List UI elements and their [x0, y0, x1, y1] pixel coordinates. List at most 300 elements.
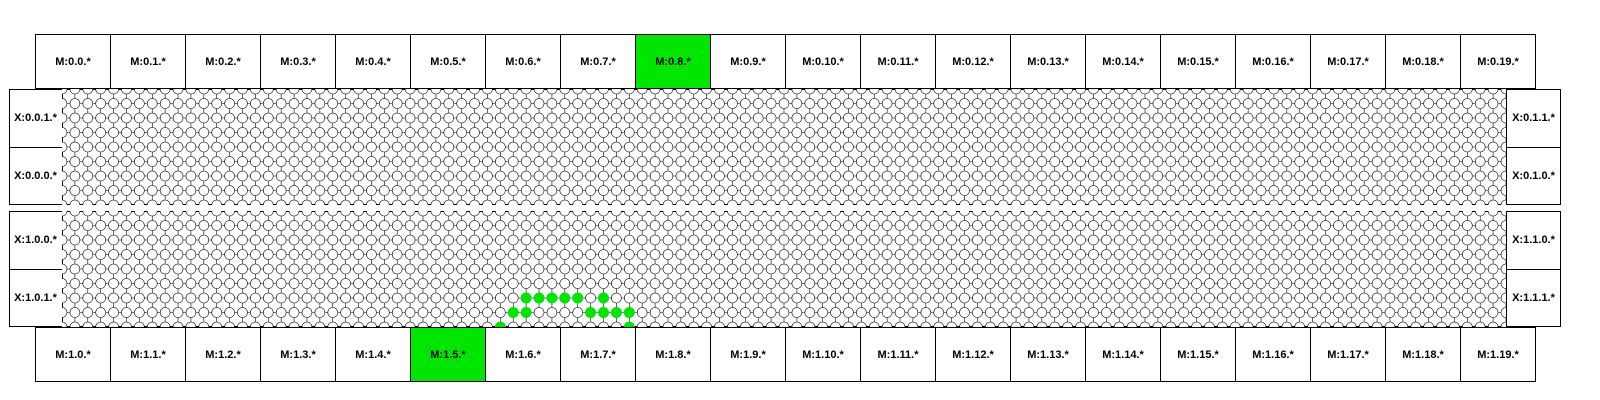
node	[792, 142, 802, 152]
node	[985, 293, 995, 303]
node	[843, 322, 853, 327]
node	[715, 308, 725, 318]
node	[328, 157, 338, 167]
node	[1024, 157, 1034, 167]
node	[624, 142, 634, 152]
node	[1424, 157, 1434, 167]
node	[1179, 171, 1189, 181]
node	[431, 211, 441, 216]
node	[1475, 99, 1485, 109]
node	[1424, 293, 1434, 303]
node	[495, 279, 505, 289]
node	[1437, 264, 1447, 274]
bottom-row-cell-16[interactable]: M:1.16.*	[1235, 327, 1311, 382]
node	[624, 264, 634, 274]
node	[1192, 293, 1202, 303]
node	[83, 142, 93, 152]
node	[1308, 200, 1318, 205]
node	[186, 171, 196, 181]
top-row-cell-4[interactable]: M:0.4.*	[335, 34, 411, 89]
node	[908, 250, 918, 260]
node	[431, 200, 441, 205]
node	[147, 322, 157, 327]
node	[1256, 308, 1266, 318]
node	[263, 264, 273, 274]
node	[1333, 128, 1343, 138]
node	[70, 142, 80, 152]
bottom-row-cell-8[interactable]: M:1.8.*	[635, 327, 711, 382]
node	[70, 264, 80, 274]
node	[341, 186, 351, 196]
node	[1501, 157, 1506, 167]
node	[1127, 308, 1137, 318]
node	[250, 89, 260, 94]
node	[212, 221, 222, 231]
top-row-cell-19[interactable]: M:0.19.*	[1460, 34, 1536, 89]
node	[225, 235, 235, 245]
node	[521, 235, 531, 245]
node	[560, 186, 570, 196]
node	[418, 89, 428, 94]
panel-1-node-grid	[62, 211, 1506, 327]
node	[418, 308, 428, 318]
node	[560, 279, 570, 289]
node	[882, 264, 892, 274]
node	[1011, 186, 1021, 196]
node	[573, 99, 583, 109]
bottom-row-cell-12[interactable]: M:1.12.*	[935, 327, 1011, 382]
node	[1321, 293, 1331, 303]
node	[173, 264, 183, 274]
node	[831, 235, 841, 245]
node	[766, 211, 776, 216]
top-row-cell-9[interactable]: M:0.9.*	[710, 34, 786, 89]
node	[96, 89, 106, 94]
node	[689, 308, 699, 318]
node	[1076, 186, 1086, 196]
node	[199, 99, 209, 109]
node	[805, 308, 815, 318]
node	[225, 89, 235, 94]
node	[83, 221, 93, 231]
node	[212, 171, 222, 181]
node	[444, 186, 454, 196]
node	[998, 142, 1008, 152]
node	[1372, 221, 1382, 231]
node	[1385, 308, 1395, 318]
node	[1076, 142, 1086, 152]
node	[83, 186, 93, 196]
node	[947, 221, 957, 231]
node	[121, 99, 131, 109]
node	[1011, 113, 1021, 123]
node	[212, 142, 222, 152]
node	[457, 308, 467, 318]
top-row-cell-12[interactable]: M:0.12.*	[935, 34, 1011, 89]
panel-0-right-label-1[interactable]: X:0.1.0.*	[1512, 170, 1555, 182]
bottom-row-cell-5[interactable]: M:1.5.*	[410, 327, 486, 382]
node	[276, 293, 286, 303]
node	[1063, 113, 1073, 123]
node	[766, 322, 776, 327]
node	[392, 157, 402, 167]
node	[1385, 157, 1395, 167]
bottom-row-cell-11[interactable]: M:1.11.*	[860, 327, 936, 382]
top-row-cell-10[interactable]: M:0.10.*	[785, 34, 861, 89]
bottom-row-cell-17[interactable]: M:1.17.*	[1310, 327, 1386, 382]
node	[1449, 128, 1459, 138]
node	[1449, 211, 1459, 216]
node	[508, 221, 518, 231]
node	[186, 293, 196, 303]
node	[779, 293, 789, 303]
node	[753, 308, 763, 318]
bottom-row-cell-7[interactable]: M:1.7.*	[560, 327, 636, 382]
node	[573, 250, 583, 260]
node	[611, 142, 621, 152]
top-row-cell-2[interactable]: M:0.2.*	[185, 34, 261, 89]
node	[611, 264, 621, 274]
node	[276, 99, 286, 109]
node	[921, 279, 931, 289]
node	[1204, 113, 1214, 123]
node	[586, 186, 596, 196]
panel-1-right-label-0[interactable]: X:1.1.0.*	[1512, 234, 1555, 246]
active-node	[534, 293, 545, 304]
node	[366, 293, 376, 303]
node	[354, 279, 364, 289]
node	[263, 89, 273, 94]
node	[818, 157, 828, 167]
node	[856, 235, 866, 245]
node	[650, 200, 660, 205]
node	[1333, 200, 1343, 205]
bottom-row-cell-19[interactable]: M:1.19.*	[1460, 327, 1536, 382]
node	[289, 157, 299, 167]
node	[1282, 142, 1292, 152]
node	[624, 99, 634, 109]
node	[109, 221, 119, 231]
node	[1359, 89, 1369, 94]
node	[276, 157, 286, 167]
node	[727, 264, 737, 274]
node	[1437, 322, 1447, 327]
node	[302, 200, 312, 205]
node	[341, 89, 351, 94]
node	[1488, 113, 1498, 123]
node	[1153, 157, 1163, 167]
node	[985, 171, 995, 181]
bottom-row-cell-3[interactable]: M:1.3.*	[260, 327, 336, 382]
node	[482, 200, 492, 205]
node	[186, 221, 196, 231]
node	[482, 99, 492, 109]
node	[856, 113, 866, 123]
node	[882, 99, 892, 109]
node	[83, 128, 93, 138]
node	[624, 293, 634, 303]
node	[482, 171, 492, 181]
node	[753, 221, 763, 231]
node	[1295, 308, 1305, 318]
node	[250, 250, 260, 260]
node	[315, 250, 325, 260]
panel-1-left-label-0[interactable]: X:1.0.0.*	[14, 234, 57, 246]
top-row-cell-14[interactable]: M:0.14.*	[1085, 34, 1161, 89]
node	[418, 157, 428, 167]
node	[1475, 250, 1485, 260]
node	[134, 308, 144, 318]
node	[663, 113, 673, 123]
node	[753, 186, 763, 196]
node	[1424, 89, 1434, 94]
node	[843, 186, 853, 196]
node	[985, 186, 995, 196]
node	[843, 142, 853, 152]
node	[315, 308, 325, 318]
node	[921, 250, 931, 260]
panel-0-left-label-0[interactable]: X:0.0.1.*	[14, 112, 57, 124]
node	[147, 157, 157, 167]
node	[1269, 157, 1279, 167]
bottom-row-cell-6[interactable]: M:1.6.*	[485, 327, 561, 382]
node	[586, 279, 596, 289]
node	[1346, 89, 1356, 94]
node	[1243, 293, 1253, 303]
panel-1-right-label-1[interactable]: X:1.1.1.*	[1512, 292, 1555, 304]
top-row-cell-7[interactable]: M:0.7.*	[560, 34, 636, 89]
node	[972, 235, 982, 245]
bottom-row-cell-2[interactable]: M:1.2.*	[185, 327, 261, 382]
node	[1308, 99, 1318, 109]
node	[1088, 279, 1098, 289]
node	[1063, 264, 1073, 274]
top-row-cell-16[interactable]: M:0.16.*	[1235, 34, 1311, 89]
node	[611, 89, 621, 94]
node	[418, 211, 428, 216]
node	[843, 157, 853, 167]
node	[573, 322, 583, 327]
node	[354, 308, 364, 318]
node	[1398, 264, 1408, 274]
node	[1372, 211, 1382, 216]
node	[766, 235, 776, 245]
node	[1114, 322, 1124, 327]
node	[1385, 293, 1395, 303]
node	[508, 113, 518, 123]
bottom-row-cell-13[interactable]: M:1.13.*	[1010, 327, 1086, 382]
node	[650, 89, 660, 94]
node	[1462, 293, 1472, 303]
bottom-row-cell-18[interactable]: M:1.18.*	[1385, 327, 1461, 382]
node	[199, 186, 209, 196]
node	[1024, 221, 1034, 231]
node	[831, 221, 841, 231]
node	[1372, 200, 1382, 205]
node	[109, 171, 119, 181]
node	[263, 293, 273, 303]
top-row-cell-15[interactable]: M:0.15.*	[1160, 34, 1236, 89]
node	[689, 186, 699, 196]
node	[573, 128, 583, 138]
node	[934, 128, 944, 138]
node	[1321, 157, 1331, 167]
top-row-cell-6[interactable]: M:0.6.*	[485, 34, 561, 89]
node	[1166, 157, 1176, 167]
top-row-cell-17[interactable]: M:0.17.*	[1310, 34, 1386, 89]
node	[843, 99, 853, 109]
node	[960, 186, 970, 196]
node	[1295, 293, 1305, 303]
node	[212, 250, 222, 260]
node	[470, 171, 480, 181]
node	[1424, 250, 1434, 260]
node	[586, 171, 596, 181]
panel-1-left-label-1[interactable]: X:1.0.1.*	[14, 292, 57, 304]
node	[1192, 200, 1202, 205]
top-row-cell-3[interactable]: M:0.3.*	[260, 34, 336, 89]
node	[599, 250, 609, 260]
node	[1076, 264, 1086, 274]
node	[650, 235, 660, 245]
node	[1243, 221, 1253, 231]
node	[225, 322, 235, 327]
bottom-row-cell-10[interactable]: M:1.10.*	[785, 327, 861, 382]
node	[405, 322, 415, 327]
node	[1333, 157, 1343, 167]
node	[392, 186, 402, 196]
node	[1424, 264, 1434, 274]
top-row-cell-11[interactable]: M:0.11.*	[860, 34, 936, 89]
node	[869, 293, 879, 303]
node	[328, 89, 338, 94]
node	[1308, 293, 1318, 303]
node	[1359, 221, 1369, 231]
node	[1011, 157, 1021, 167]
top-row-cell-8[interactable]: M:0.8.*	[635, 34, 711, 89]
node	[1359, 250, 1369, 260]
node	[96, 211, 106, 216]
panel-0-left-label-1[interactable]: X:0.0.0.*	[14, 170, 57, 182]
node	[354, 293, 364, 303]
node	[276, 113, 286, 123]
node	[250, 211, 260, 216]
panel-0-right-label-0[interactable]: X:0.1.1.*	[1512, 112, 1555, 124]
node	[766, 171, 776, 181]
node	[62, 200, 67, 205]
top-row-cell-1[interactable]: M:0.1.*	[110, 34, 186, 89]
node	[715, 264, 725, 274]
node	[921, 171, 931, 181]
node	[740, 279, 750, 289]
node	[611, 99, 621, 109]
node	[856, 128, 866, 138]
node	[1076, 200, 1086, 205]
node	[199, 128, 209, 138]
node	[895, 99, 905, 109]
node	[702, 171, 712, 181]
bottom-row-cell-0[interactable]: M:1.0.*	[35, 327, 111, 382]
node	[1282, 186, 1292, 196]
node	[573, 211, 583, 216]
active-node	[495, 322, 506, 328]
node	[392, 200, 402, 205]
node	[1333, 171, 1343, 181]
bottom-row-cell-14[interactable]: M:1.14.*	[1085, 327, 1161, 382]
node	[740, 157, 750, 167]
node	[985, 235, 995, 245]
node	[560, 89, 570, 94]
node	[379, 308, 389, 318]
node	[702, 279, 712, 289]
node	[1037, 322, 1047, 327]
node	[1321, 89, 1331, 94]
node	[843, 293, 853, 303]
node	[1050, 99, 1060, 109]
bottom-row-cell-15[interactable]: M:1.15.*	[1160, 327, 1236, 382]
node	[470, 293, 480, 303]
node	[147, 186, 157, 196]
node	[354, 142, 364, 152]
node	[1282, 211, 1292, 216]
node	[1282, 171, 1292, 181]
node	[1179, 142, 1189, 152]
node	[1037, 113, 1047, 123]
node	[83, 171, 93, 181]
bottom-row-cell-4[interactable]: M:1.4.*	[335, 327, 411, 382]
node	[663, 142, 673, 152]
node	[599, 89, 609, 94]
node	[1153, 308, 1163, 318]
node	[482, 264, 492, 274]
node	[521, 171, 531, 181]
node	[1166, 89, 1176, 94]
top-row-cell-5[interactable]: M:0.5.*	[410, 34, 486, 89]
node	[289, 113, 299, 123]
node	[186, 128, 196, 138]
top-row-cell-0[interactable]: M:0.0.*	[35, 34, 111, 89]
top-row-cell-13[interactable]: M:0.13.*	[1010, 34, 1086, 89]
bottom-row-cell-1[interactable]: M:1.1.*	[110, 327, 186, 382]
node	[186, 113, 196, 123]
node	[985, 99, 995, 109]
node	[1501, 186, 1506, 196]
node	[805, 99, 815, 109]
node	[1462, 308, 1472, 318]
node	[1076, 113, 1086, 123]
node	[1385, 264, 1395, 274]
node	[1501, 142, 1506, 152]
node	[1063, 171, 1073, 181]
node	[921, 113, 931, 123]
node	[792, 113, 802, 123]
node	[1230, 128, 1240, 138]
node	[186, 322, 196, 327]
bottom-row-cell-9[interactable]: M:1.9.*	[710, 327, 786, 382]
node	[1217, 250, 1227, 260]
top-row-cell-18[interactable]: M:0.18.*	[1385, 34, 1461, 89]
node	[96, 235, 106, 245]
node	[1217, 293, 1227, 303]
node	[444, 264, 454, 274]
node	[1411, 322, 1421, 327]
node	[1063, 157, 1073, 167]
node	[727, 279, 737, 289]
node	[70, 171, 80, 181]
node	[1050, 89, 1060, 94]
node	[1449, 293, 1459, 303]
node	[405, 264, 415, 274]
